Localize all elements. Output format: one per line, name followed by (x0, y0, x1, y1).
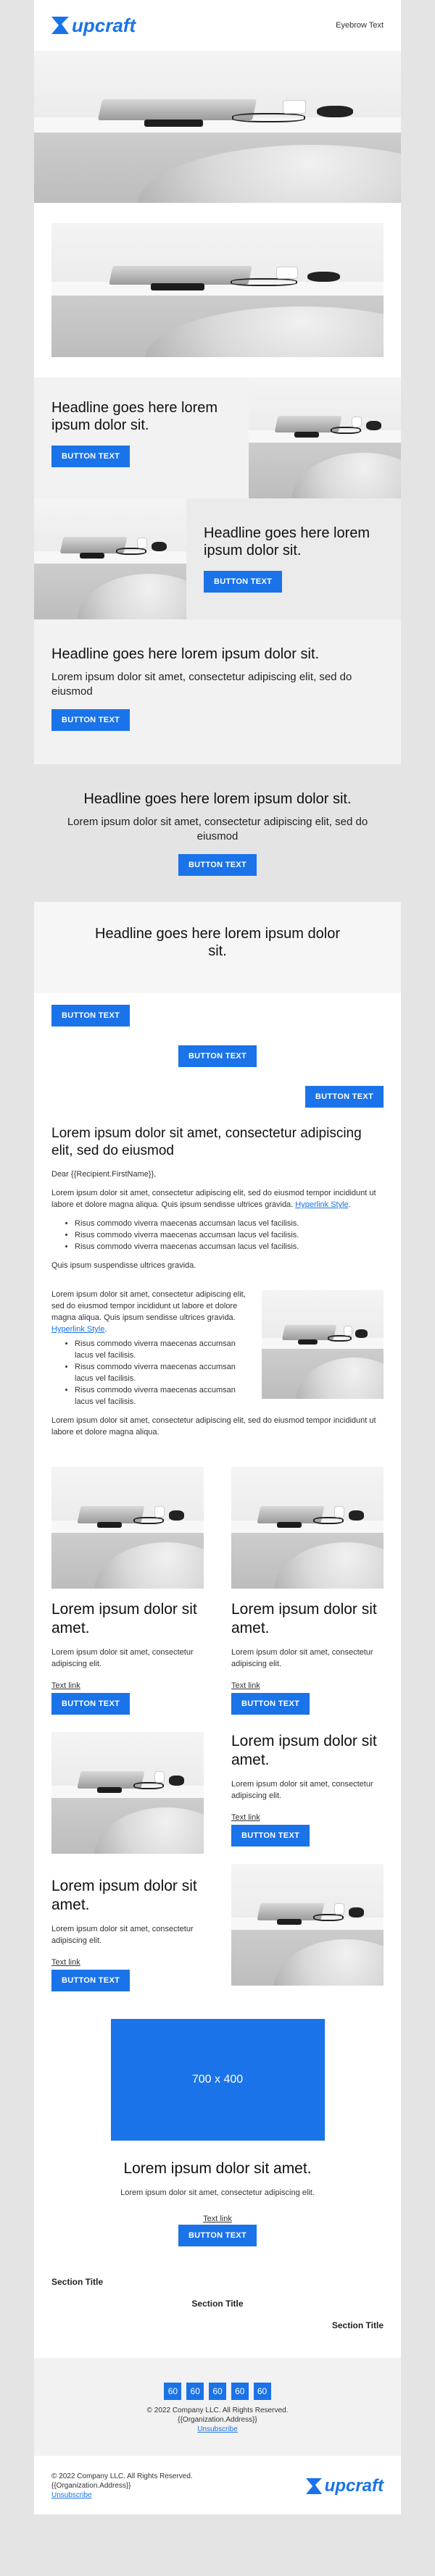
card-body: Lorem ipsum dolor sit amet, consectetur adipiscing elit. (231, 1780, 373, 1800)
placeholder-button[interactable]: BUTTON TEXT (178, 2225, 257, 2246)
social-icon[interactable]: 60 (209, 2383, 226, 2400)
body-left: Lorem ipsum dolor sit amet, consectetur adipiscing elit, sed do eiusmod (51, 671, 352, 698)
inset-image (51, 223, 384, 357)
logo-text: upcraft (72, 14, 136, 36)
card-button[interactable]: BUTTON TEXT (51, 1970, 130, 1991)
header (34, 0, 401, 51)
split-section-2 (34, 498, 401, 619)
cards-grid-3 (34, 1854, 401, 1991)
footer-logo-text: upcraft (324, 2475, 384, 2496)
article-title: Lorem ipsum dolor sit amet, consectetur adipiscing elit, sed do eiusmod (51, 1126, 362, 1158)
card-title: Lorem ipsum dolor sit amet. (51, 1878, 197, 1913)
card-1 (51, 1467, 204, 1715)
wrap-bullet-list (51, 1338, 254, 1408)
article-paragraph-1: Lorem ipsum dolor sit amet, consectetur adipiscing elit, sed do eiusmod tempor incididunt ut labore et dolore magna aliqua. Quis ipsum sendisse ultrices gravida. Hyperlink Style. (51, 1189, 376, 1209)
placeholder-section (34, 1991, 401, 2262)
social-icon[interactable]: 60 (164, 2383, 181, 2400)
footer-address-2: {{Organization.Address}} (51, 2482, 131, 2490)
footer-copyright-2: © 2022 Company LLC. All Rights Reserved. (51, 2472, 193, 2480)
article-wrap-block (51, 1289, 384, 1408)
card-button[interactable]: BUTTON TEXT (231, 1825, 310, 1847)
card-2 (231, 1467, 384, 1715)
split-image-2 (34, 498, 186, 619)
list-item: • Risus commodo viverra maecenas accumsan lacus vel facilisis. (75, 1218, 384, 1229)
article-paragraph-2: Quis ipsum suspendisse ultrices gravida. (51, 1261, 196, 1270)
split-headline-1: Headline goes here lorem ipsum dolor sit. (51, 400, 218, 433)
headline-left-button[interactable]: BUTTON TEXT (51, 709, 130, 731)
list-item: • Risus commodo viverra maecenas accumsan lacus vel facilisis. (75, 1241, 384, 1253)
list-item: • Risus commodo viverra maecenas accumsan lacus vel facilisis. (75, 1384, 254, 1408)
article-bullet-list (51, 1218, 384, 1253)
footer-unsubscribe[interactable]: Unsubscribe (197, 2425, 238, 2433)
section-title-right: Section Title (331, 2320, 384, 2330)
card-link[interactable]: Text link (51, 1958, 80, 1967)
card-4 (231, 1732, 384, 1854)
card-5 (51, 1864, 204, 1991)
card-title: Lorem ipsum dolor sit amet. (231, 1601, 377, 1636)
list-item: • Risus commodo viverra maecenas accumsan lacus vel facilisis. (75, 1338, 254, 1361)
button-center[interactable]: BUTTON TEXT (178, 1045, 257, 1067)
split-headline-2: Headline goes here lorem ipsum dolor sit. (204, 525, 370, 559)
body-center: Lorem ipsum dolor sit amet, consectetur adipiscing elit, sed do eiusmod (67, 816, 368, 842)
split-button-1[interactable]: BUTTON TEXT (51, 446, 130, 467)
headline-block-only (34, 902, 401, 993)
card-body: Lorem ipsum dolor sit amet, consectetur adipiscing elit. (231, 1648, 373, 1668)
footer-social (34, 2358, 401, 2456)
card-link[interactable]: Text link (231, 1813, 260, 1822)
card-link[interactable]: Text link (231, 1681, 260, 1690)
social-icons (51, 2383, 384, 2400)
cards-grid-2 (34, 1715, 401, 1854)
split-button-2[interactable]: BUTTON TEXT (204, 571, 282, 593)
list-item: • Risus commodo viverra maecenas accumsan lacus vel facilisis. (75, 1361, 254, 1384)
card-title: Lorem ipsum dolor sit amet. (51, 1601, 197, 1636)
placeholder-title: Lorem ipsum dolor sit amet. (123, 2160, 312, 2177)
card-body: Lorem ipsum dolor sit amet, consectetur adipiscing elit. (51, 1648, 194, 1668)
headline-only: Headline goes here lorem ipsum dolor sit. (95, 926, 340, 959)
article-paragraph-3: Lorem ipsum dolor sit amet, consectetur adipiscing elit, sed do eiusmod tempor incididunt ut labore et dolore magna aliqua. (51, 1416, 376, 1437)
button-right[interactable]: BUTTON TEXT (305, 1086, 384, 1108)
upcraft-logo-icon (51, 17, 69, 34)
article-hyperlink[interactable]: Hyperlink Style (295, 1200, 349, 1209)
footer-bottom (34, 2456, 401, 2514)
button-left[interactable]: BUTTON TEXT (51, 1005, 130, 1026)
section-title-left: Section Title (51, 2277, 104, 2287)
placeholder-body: Lorem ipsum dolor sit amet, consectetur adipiscing elit. (120, 2188, 315, 2197)
card-image (231, 1864, 384, 1986)
placeholder-link[interactable]: Text link (203, 2215, 232, 2223)
social-icon[interactable]: 60 (254, 2383, 271, 2400)
card-link[interactable]: Text link (51, 1681, 80, 1690)
cards-grid (34, 1452, 401, 1715)
wrap-image (262, 1290, 384, 1399)
headline-center: Headline goes here lorem ipsum dolor sit. (83, 791, 352, 807)
split-section-1 (34, 377, 401, 498)
wrap-paragraph: Lorem ipsum dolor sit amet, consectetur adipiscing elit, sed do eiusmod tempor incididunt ut labore et dolore magna aliqua. Quis ipsum sendisse ultrices gravida. Hyperlink Style. (51, 1290, 246, 1334)
card-image (231, 1467, 384, 1589)
headline-block-center (34, 764, 401, 902)
card-6 (231, 1864, 384, 1991)
headline-center-button[interactable]: BUTTON TEXT (178, 854, 257, 876)
hero-image (34, 51, 401, 203)
section-titles (34, 2262, 401, 2358)
card-button[interactable]: BUTTON TEXT (51, 1693, 130, 1715)
inset-image-section (34, 203, 401, 377)
email-container (34, 0, 401, 2514)
card-title: Lorem ipsum dolor sit amet. (231, 1733, 377, 1768)
card-body: Lorem ipsum dolor sit amet, consectetur adipiscing elit. (51, 1925, 194, 1945)
section-title-center: Section Title (191, 2299, 244, 2309)
footer-logo[interactable] (306, 2476, 384, 2496)
article-section (34, 1119, 401, 1452)
card-image (51, 1732, 204, 1854)
split-image-1 (249, 377, 401, 498)
button-alignment-section (34, 993, 401, 1119)
card-3 (51, 1732, 204, 1854)
social-icon[interactable]: 60 (186, 2383, 204, 2400)
footer-copyright: © 2022 Company LLC. All Rights Reserved. (146, 2406, 289, 2414)
logo[interactable] (51, 14, 136, 37)
eyebrow-text: Eyebrow Text (336, 21, 384, 30)
placeholder-image: 700 x 400 (111, 2019, 325, 2141)
article-greeting: Dear {{Recipient.FirstName}}, (51, 1170, 157, 1179)
headline-block-left (34, 619, 401, 764)
list-item: • Risus commodo viverra maecenas accumsan lacus vel facilisis. (75, 1229, 384, 1241)
footer-address: {{Organization.Address}} (178, 2416, 257, 2424)
footer-unsubscribe-2[interactable]: Unsubscribe (51, 2491, 92, 2499)
upcraft-logo-icon (306, 2478, 322, 2494)
headline-left: Headline goes here lorem ipsum dolor sit. (51, 646, 320, 662)
card-button[interactable]: BUTTON TEXT (231, 1693, 310, 1715)
social-icon[interactable]: 60 (231, 2383, 249, 2400)
card-image (51, 1467, 204, 1589)
wrap-hyperlink[interactable]: Hyperlink Style (51, 1325, 105, 1334)
